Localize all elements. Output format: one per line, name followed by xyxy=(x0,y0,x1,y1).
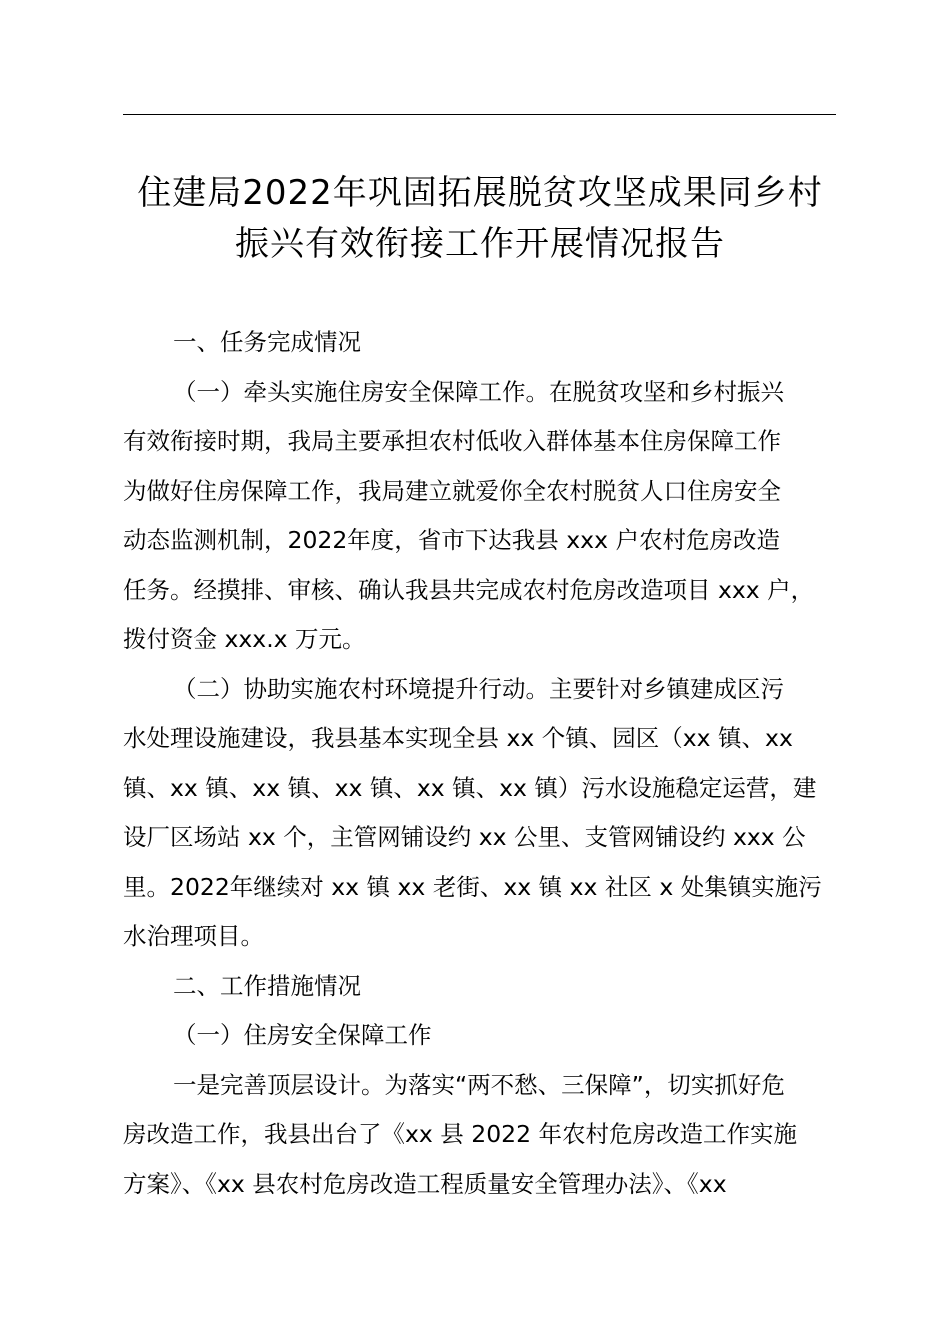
title-line: 振兴有效衔接工作开展情况报告 xyxy=(235,224,725,264)
paragraph-line: 水处理设施建设，我县基本实现全县 xx 个镇、园区（xx 镇、xx xyxy=(123,724,793,752)
paragraph-line: 拨付资金 xxx.x 万元。 xyxy=(123,625,366,653)
paragraph-line: 水治理项目。 xyxy=(123,922,264,950)
document-title xyxy=(100,168,860,270)
subsection-paragraph-line: （二）协助实施农村环境提升行动。主要针对乡镇建成区污 xyxy=(173,674,784,703)
paragraph-line: 镇、xx 镇、xx 镇、xx 镇、xx 镇、xx 镇）污水设施稳定运营，建 xyxy=(123,773,817,802)
paragraph-line: 一是完善顶层设计。为落实“两不愁、三保障”，切实抓好危 xyxy=(173,1070,785,1099)
section-heading: 一、任务完成情况 xyxy=(173,328,361,356)
header-rule xyxy=(123,114,836,115)
paragraph-line: 有效衔接时期，我局主要承担农村低收入群体基本住房保障工作 xyxy=(123,427,781,455)
paragraph-line: 任务。经摸排、审核、确认我县共完成农村危房改造项目 xxx 户， xyxy=(123,575,815,604)
paragraph-line: 里。2022年继续对 xx 镇 xx 老街、xx 镇 xx 社区 x 处集镇实施污 xyxy=(123,872,822,901)
paragraph-line: 设厂区场站 xx 个，主管网铺设约 xx 公里、支管网铺设约 xxx 公 xyxy=(123,823,806,851)
document-body xyxy=(123,318,836,1209)
paragraph-line: 为做好住房保障工作，我局建立就爱你全农村脱贫人口住房安全 xyxy=(123,476,781,505)
subsection-paragraph-line: （一）牵头实施住房安全保障工作。在脱贫攻坚和乡村振兴 xyxy=(173,377,784,406)
paragraph-line: 房改造工作，我县出台了《xx 县 2022 年农村危房改造工作实施 xyxy=(123,1120,798,1148)
title-line: 住建局2022年巩固拓展脱贫攻坚成果同乡村 xyxy=(137,173,823,213)
section-heading: 二、工作措施情况 xyxy=(173,971,361,1000)
paragraph-line: 动态监测机制，2022年度，省市下达我县 xxx 户农村危房改造 xyxy=(123,526,780,554)
subsection-heading: （一）住房安全保障工作 xyxy=(173,1021,432,1049)
paragraph-line: 方案》、《xx 县农村危房改造工程质量安全管理办法》、《xx xyxy=(123,1169,727,1198)
